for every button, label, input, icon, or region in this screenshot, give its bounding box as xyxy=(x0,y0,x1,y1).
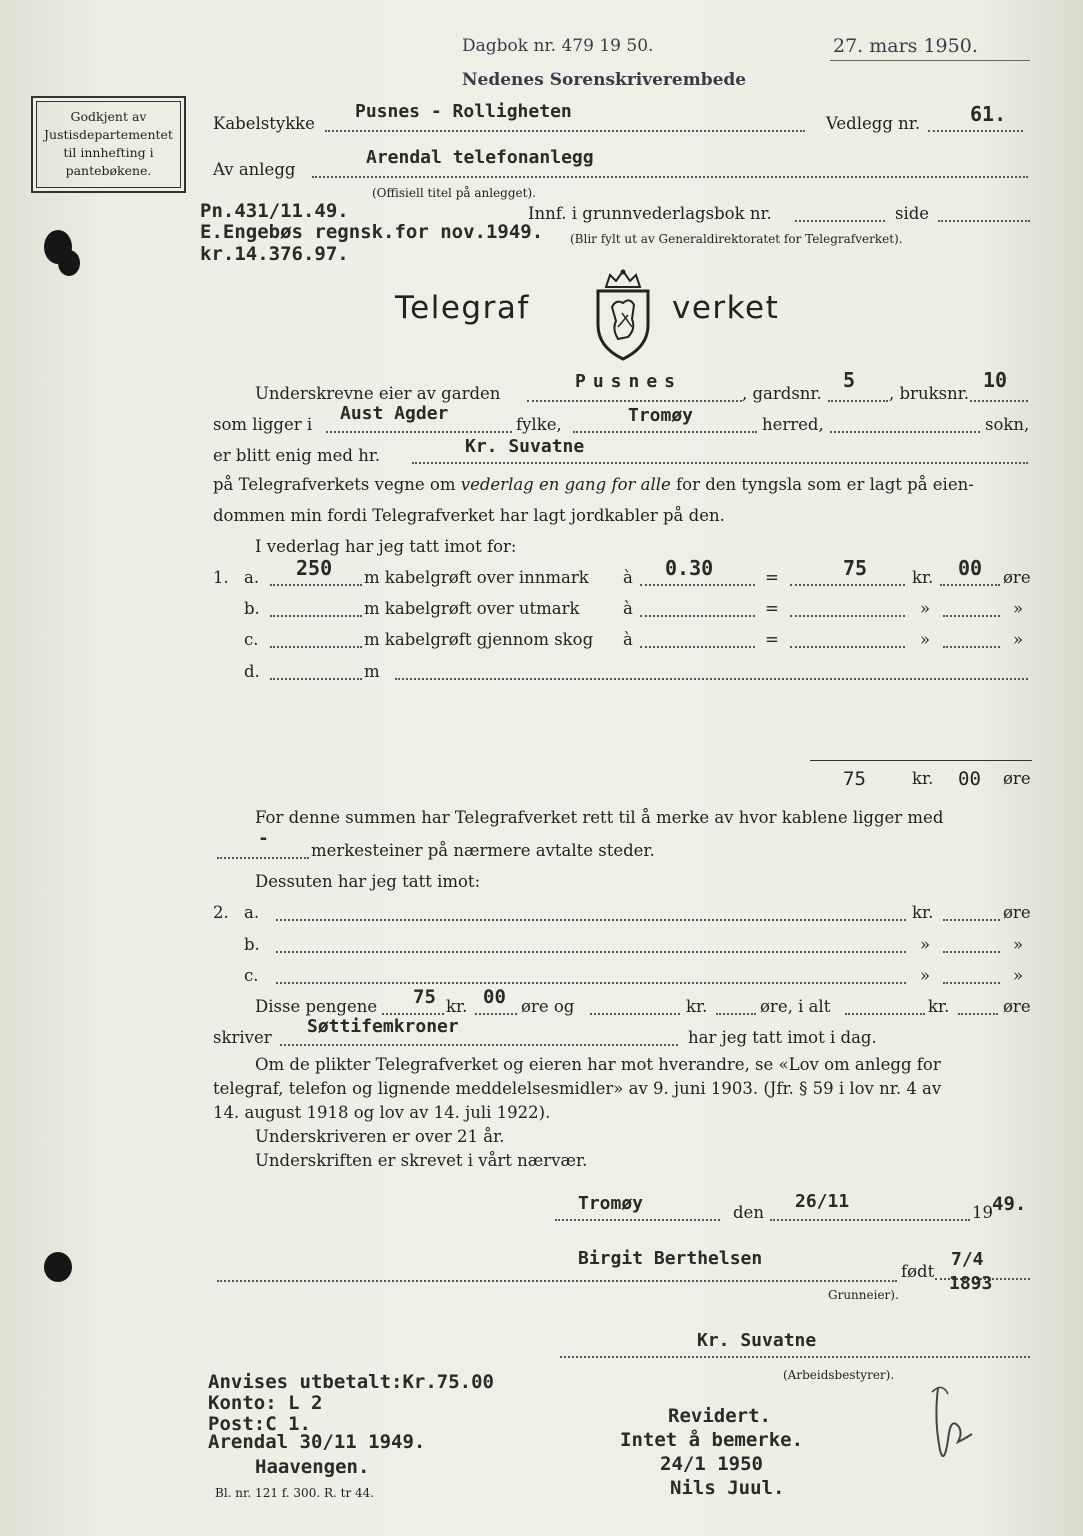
cable-value: Pusnes - Rolligheten xyxy=(355,101,572,122)
law-line: Om de plikter Telegrafverket og eieren har mot hverandre, se «Lov om anlegg for xyxy=(255,1055,941,1074)
payment-ore-og: øre og xyxy=(521,997,575,1016)
logo-text-left: Telegraf xyxy=(395,290,530,326)
signing-den: den xyxy=(733,1203,764,1222)
logo-text-right: verket xyxy=(672,290,780,326)
signing-date: 26/11 xyxy=(795,1191,850,1212)
norwegian-coat-of-arms-icon xyxy=(592,267,654,362)
item2-ore: » xyxy=(1013,966,1024,985)
item-desc: m kabelgrøft gjennom skog xyxy=(364,630,594,649)
item-eq: = xyxy=(765,599,779,618)
item2-kr: kr. xyxy=(912,903,934,922)
item-rate: 0.30 xyxy=(665,556,714,580)
stamped-note: kr.14.376.97. xyxy=(200,243,349,265)
vedlegg-label: Vedlegg nr. xyxy=(826,114,921,133)
item-ore: » xyxy=(1013,630,1024,649)
payment-note-line: Haavengen. xyxy=(255,1456,370,1478)
approval-stamp-line: Godkjent av xyxy=(70,109,147,124)
sokn-label: sokn, xyxy=(985,415,1030,434)
fodt-date: 7/4 xyxy=(951,1249,984,1270)
dagbok-number: Dagbok nr. 479 19 50. xyxy=(462,36,654,56)
revision-line: Revidert. xyxy=(668,1405,771,1427)
approval-stamp-line: til innhefting i xyxy=(63,145,154,160)
herred-value: Tromøy xyxy=(628,405,694,426)
item-sum: 75 xyxy=(843,556,868,580)
total-ore: øre xyxy=(1003,769,1031,788)
signing-year-prefix: 19 xyxy=(972,1203,993,1222)
dessuten-label: Dessuten har jeg tatt imot: xyxy=(255,872,481,891)
anlegg-label: Av anlegg xyxy=(213,160,296,179)
cable-label: Kabelstykke xyxy=(213,114,315,133)
fylke-label: fylke, xyxy=(516,415,562,434)
item-a: à xyxy=(623,630,633,649)
punch-hole xyxy=(44,1252,72,1282)
signing-place: Tromøy xyxy=(578,1193,644,1214)
item-a: à xyxy=(623,599,633,618)
skriver-label: skriver xyxy=(213,1028,272,1047)
manager-signature: Kr. Suvatne xyxy=(697,1330,817,1351)
merke-line2: merkesteiner på nærmere avtalte steder. xyxy=(311,841,655,860)
vederlag-intro: I vederlag har jeg tatt imot for: xyxy=(255,537,517,556)
payment-note-line: Konto: L 2 xyxy=(208,1392,323,1414)
farm-name: Pusnes xyxy=(575,371,683,392)
item-letter: b. xyxy=(244,599,260,618)
punch-hole xyxy=(58,250,80,276)
approval-stamp xyxy=(31,96,186,193)
fodt-label: født xyxy=(901,1262,935,1281)
payment-kr3: kr. xyxy=(928,997,950,1016)
total-rule xyxy=(810,760,1032,761)
payment-ore3: øre xyxy=(1003,997,1031,1016)
stamped-note: E.Engebøs regnsk.for nov.1949. xyxy=(200,221,544,243)
item2-letter: b. xyxy=(244,935,260,954)
payment-words: Søttifemkroner xyxy=(307,1016,459,1037)
item-kr: » xyxy=(920,630,931,649)
agreement-text: for den tyngsla som er lagt på eien- xyxy=(676,475,974,494)
payment-kr-value: 75 xyxy=(413,986,436,1008)
law-line: Underskriften er skrevet i vårt nærvær. xyxy=(255,1151,588,1170)
payment-received: har jeg tatt imot i dag. xyxy=(688,1028,877,1047)
law-line: 14. august 1918 og lov av 14. juli 1922). xyxy=(213,1103,551,1122)
item-letter: c. xyxy=(244,630,259,649)
payment-kr2: kr. xyxy=(686,997,708,1016)
item-number: 1. xyxy=(213,568,229,587)
item-kr: » xyxy=(920,599,931,618)
law-line: Underskriveren er over 21 år. xyxy=(255,1127,505,1146)
revision-line: 24/1 1950 xyxy=(660,1453,763,1475)
law-line: telegraf, telefon og lignende meddelelsesmidler» av 9. juni 1903. (Jfr. § 59 i lov nr. 4 av xyxy=(213,1079,942,1098)
stamped-note: Pn.431/11.49. xyxy=(200,200,349,222)
ligger-label: som ligger i xyxy=(213,415,313,434)
agreement-line2: dommen min fordi Telegrafverket har lagt jordkabler på den. xyxy=(213,506,725,525)
herred-label: herred, xyxy=(762,415,824,434)
registration-date: 27. mars 1950. xyxy=(833,35,978,57)
anlegg-value: Arendal telefonanlegg xyxy=(366,147,594,168)
item-desc: m xyxy=(364,662,380,681)
approval-stamp-line: pantebøkene. xyxy=(65,163,152,178)
grunnvederlag-label: Innf. i grunnvederlagsbok nr. xyxy=(528,204,772,223)
revision-line: Nils Juul. xyxy=(670,1477,785,1499)
fodt-year: 1893 xyxy=(949,1273,993,1294)
item2-letter: a. xyxy=(244,903,260,922)
total-kr: kr. xyxy=(912,769,934,788)
bruksnr-label: , bruksnr. xyxy=(889,384,969,403)
total-sum: 75 xyxy=(843,768,866,790)
bruksnr-value: 10 xyxy=(983,368,1008,392)
enig-value: Kr. Suvatne xyxy=(465,436,585,457)
item2-kr: » xyxy=(920,935,931,954)
item-meters: 250 xyxy=(296,556,333,580)
approval-stamp-line: Justisdepartementet xyxy=(44,127,173,142)
item2-kr: » xyxy=(920,966,931,985)
owner-signature: Birgit Berthelsen xyxy=(578,1248,763,1269)
agreement-text: på Telegrafverkets vegne om xyxy=(213,475,456,494)
initials-signature xyxy=(920,1380,980,1470)
gardsnr-label: , gardsnr. xyxy=(742,384,822,403)
payment-label: Disse pengene xyxy=(255,997,378,1016)
item-letter: d. xyxy=(244,662,260,681)
form-footer: Bl. nr. 121 f. 300. R. tr 44. xyxy=(215,1486,375,1500)
item2-ore: øre xyxy=(1003,903,1031,922)
item-ore: » xyxy=(1013,599,1024,618)
item-a: à xyxy=(623,568,633,587)
item-desc: m kabelgrøft over utmark xyxy=(364,599,580,618)
grunnvederlag-note: (Blir fylt ut av Generaldirektoratet for Telegrafverket). xyxy=(570,232,903,246)
vedlegg-value: 61. xyxy=(970,102,1007,126)
owner-line-label: Underskrevne eier av garden xyxy=(255,384,501,403)
grunnvederlag-side: side xyxy=(895,204,930,223)
item-eq: = xyxy=(765,568,779,587)
signing-year: 49. xyxy=(992,1193,1027,1215)
item-ore-value: 00 xyxy=(958,556,983,580)
payment-note-line: Post:C 1. xyxy=(208,1413,311,1435)
merke-line1: For denne summen har Telegrafverket rett til å merke av hvor kablene ligger med xyxy=(255,808,944,827)
fylke-value: Aust Agder xyxy=(340,403,449,424)
item2-ore: » xyxy=(1013,935,1024,954)
item-eq: = xyxy=(765,630,779,649)
payment-note-line: Arendal 30/11 1949. xyxy=(208,1431,426,1453)
manager-role: (Arbeidsbestyrer). xyxy=(783,1368,895,1382)
item-ore: øre xyxy=(1003,568,1031,587)
owner-role: Grunneier). xyxy=(828,1288,899,1302)
gardsnr-value: 5 xyxy=(843,368,856,392)
anlegg-note: (Offisiell titel på anlegget). xyxy=(372,186,536,200)
merke-count: - xyxy=(258,828,269,849)
total-ore-value: 00 xyxy=(958,768,981,790)
payment-kr: kr. xyxy=(446,997,468,1016)
item-desc: m kabelgrøft over innmark xyxy=(364,568,589,587)
revision-line: Intet å bemerke. xyxy=(620,1429,804,1451)
agreement-line1 xyxy=(213,475,974,495)
payment-ore-value: 00 xyxy=(483,986,506,1008)
item2-letter: c. xyxy=(244,966,259,985)
agreement-italic: vederlag en gang for alle xyxy=(460,475,671,494)
payment-note-line: Anvises utbetalt:Kr.75.00 xyxy=(208,1371,494,1393)
payment-ore-ialt: øre, i alt xyxy=(760,997,831,1016)
item-letter: a. xyxy=(244,568,260,587)
item-kr: kr. xyxy=(912,568,934,587)
office-stamp: Nedenes Sorenskriverembede xyxy=(462,70,747,90)
enig-label: er blitt enig med hr. xyxy=(213,446,381,465)
item2-number: 2. xyxy=(213,903,229,922)
